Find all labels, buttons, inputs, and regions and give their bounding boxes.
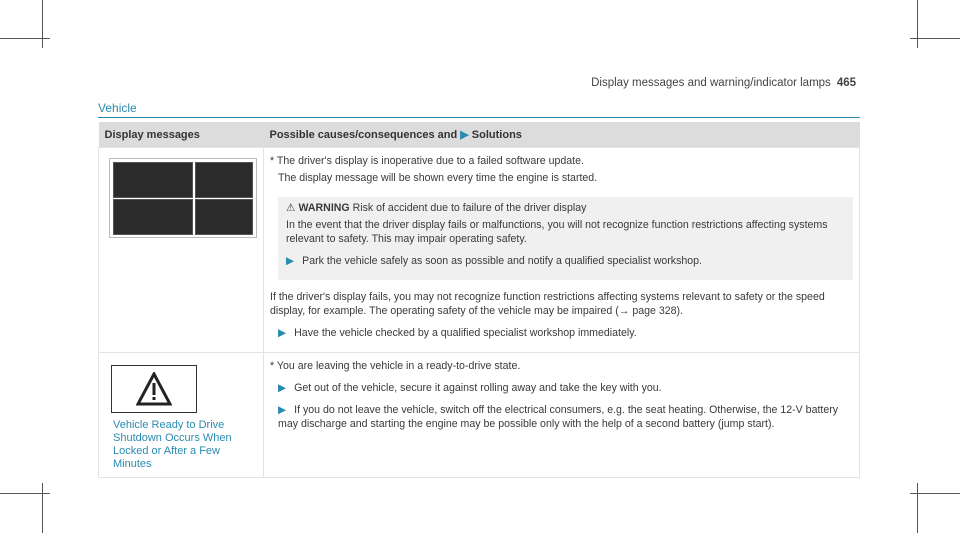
message-label: Vehicle Ready to Drive Shutdown Occurs When Locked or After a Few Minutes <box>113 419 232 470</box>
warning-icon: ⚠ <box>286 202 296 214</box>
display-image-cell <box>99 148 264 353</box>
warning-body: In the event that the driver display fails or malfunctions, you will not recognize function restrictions affecting systems relevant to safety. This may impair operating safety. <box>286 219 828 245</box>
play-icon: ▶ <box>278 382 287 394</box>
warning-title: WARNING <box>298 202 350 214</box>
hazard-icon <box>111 365 197 413</box>
play-icon: ▶ <box>286 255 295 267</box>
solutions-cell <box>264 148 860 353</box>
display-panel <box>113 199 193 235</box>
solution-step: If you do not leave the vehicle, switch off the electrical consumers, e.g. the seat heating. Otherwise, the 12-V battery may discharge and starting the engine may be possible only with the help of a second battery (jump start). <box>278 404 839 430</box>
header-title: Display messages and warning/indicator lamps <box>591 77 831 89</box>
solution-step: Get out of the vehicle, secure it against rolling away and take the key with you. <box>294 382 662 394</box>
display-panel <box>195 199 253 235</box>
cause-line: * You are leaving the vehicle in a ready-to-drive state. <box>270 360 521 372</box>
table-row <box>99 353 860 478</box>
crop-mark <box>917 0 918 48</box>
message-cell <box>99 353 264 478</box>
display-panel <box>113 162 193 198</box>
col2-tail: Solutions <box>471 129 522 141</box>
page-number: 465 <box>836 77 856 89</box>
consequence-text: If the driver's display fails, you may not recognize function restrictions affecting systems relevant to safety or the speed display, for example. The operating safety of the vehicle may be impaired (→ page 328). <box>270 291 825 317</box>
crop-mark <box>917 483 918 533</box>
section-title: Vehicle <box>98 101 137 115</box>
driver-display-image <box>109 158 257 238</box>
play-icon: ▶ <box>460 129 469 141</box>
page-header <box>591 77 856 89</box>
col-header-solutions <box>264 122 860 148</box>
section-rule <box>98 117 860 118</box>
play-icon: ▶ <box>278 327 287 339</box>
solution-step: Have the vehicle checked by a qualified specialist workshop immediately. <box>294 327 637 339</box>
col2-text: Possible causes/consequences and <box>269 129 458 141</box>
col-header-messages: Display messages <box>99 122 264 148</box>
warning-text: Risk of accident due to failure of the driver display <box>352 202 587 214</box>
table-row <box>99 148 860 353</box>
crop-mark <box>42 483 43 533</box>
crop-mark <box>42 0 43 48</box>
solutions-cell <box>264 353 860 478</box>
cause-line: The display message will be shown every time the engine is started. <box>278 172 598 184</box>
messages-table <box>98 122 860 478</box>
play-icon: ▶ <box>278 404 287 416</box>
warning-box <box>278 197 853 280</box>
display-panel <box>195 162 253 198</box>
warning-step: Park the vehicle safely as soon as possible and notify a qualified specialist workshop. <box>302 255 702 267</box>
cause-line: * The driver's display is inoperative due to a failed software update. <box>270 155 584 167</box>
